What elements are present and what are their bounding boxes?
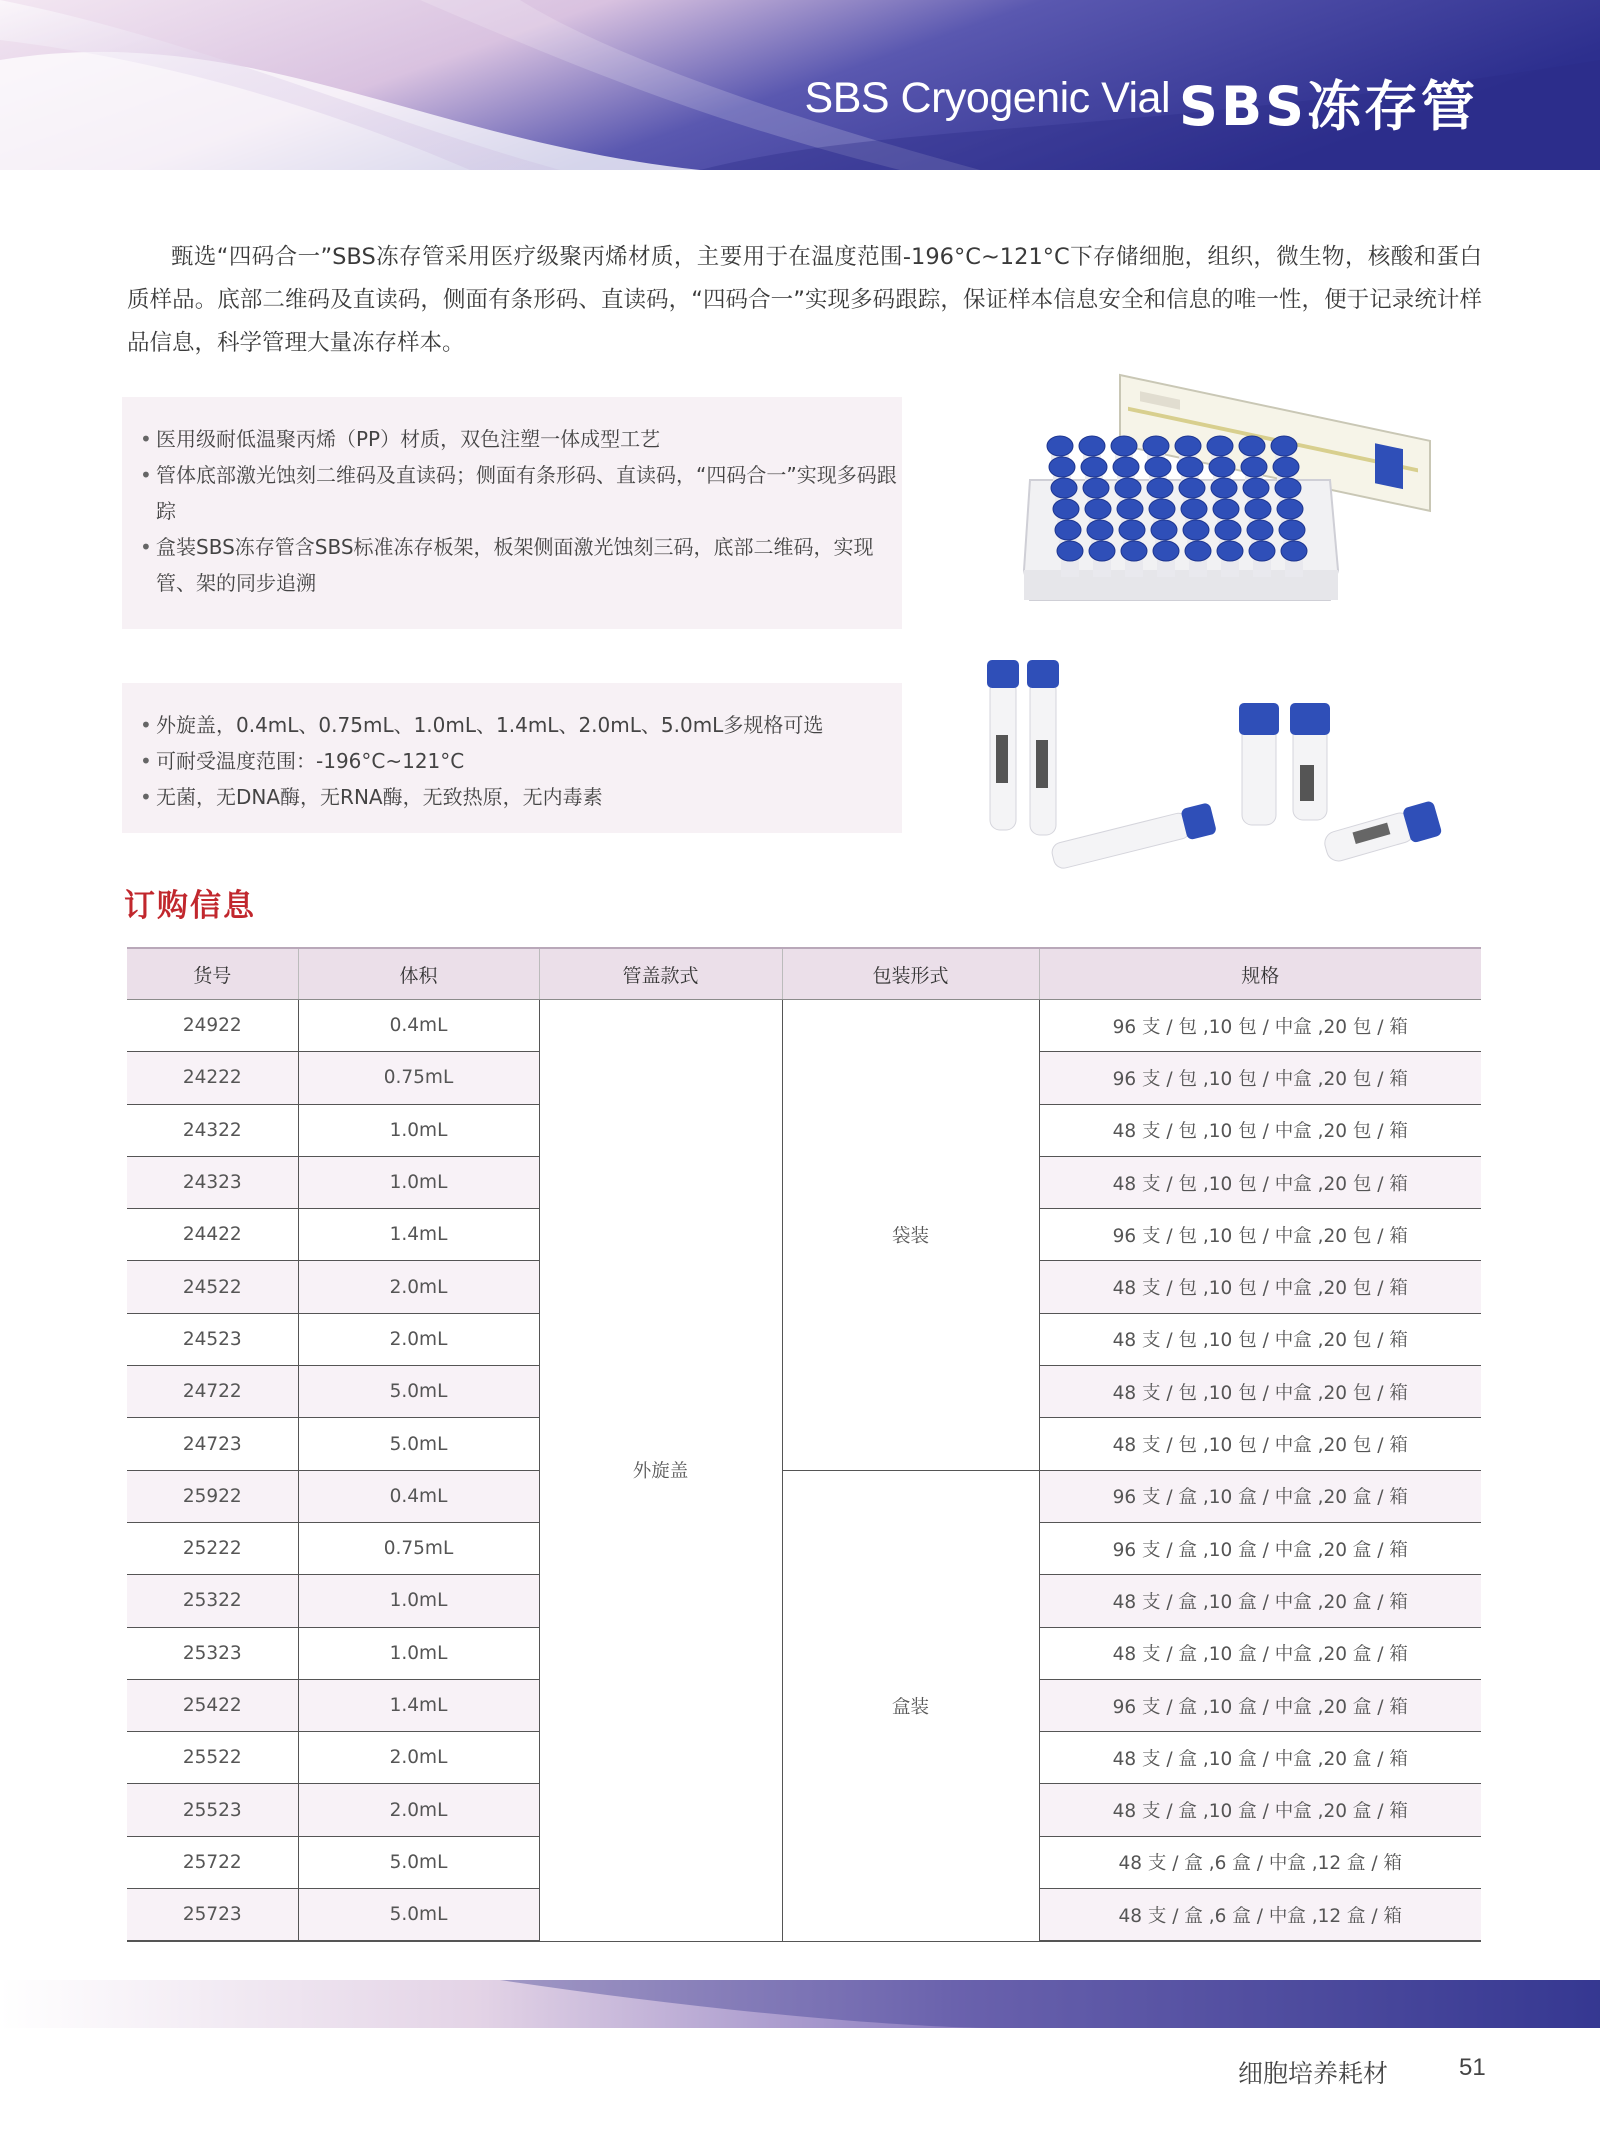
rack-cap <box>1211 478 1237 498</box>
header-cap-style: 管盖款式 <box>539 948 782 1000</box>
cell-volume: 2.0mL <box>298 1313 539 1365</box>
cell-spec: 48 支 / 盒 ,10 盒 / 中盒 ,20 盒 / 箱 <box>1039 1575 1481 1627</box>
cell-volume: 2.0mL <box>298 1261 539 1313</box>
cell-spec: 48 支 / 盒 ,10 盒 / 中盒 ,20 盒 / 箱 <box>1039 1627 1481 1679</box>
rack-cap <box>1215 520 1241 540</box>
rack-cap <box>1113 457 1139 477</box>
table-row <box>127 1000 1481 1052</box>
cell-spec: 96 支 / 包 ,10 包 / 中盒 ,20 包 / 箱 <box>1039 1000 1481 1052</box>
cell-sku: 24323 <box>127 1156 298 1208</box>
cell-spec: 48 支 / 包 ,10 包 / 中盒 ,20 包 / 箱 <box>1039 1261 1481 1313</box>
header-sku: 货号 <box>127 948 298 1000</box>
rack-cap <box>1051 478 1077 498</box>
cell-sku: 24522 <box>127 1261 298 1313</box>
rack-cap <box>1245 499 1271 519</box>
title-chinese: SBS冻存管 <box>1179 75 1478 138</box>
cell-cap-style: 外旋盖 <box>539 1000 782 1942</box>
cell-sku: 25222 <box>127 1522 298 1574</box>
feature-item: • 可耐受温度范围：-196°C~121°C <box>140 743 902 779</box>
rack-cap <box>1279 520 1305 540</box>
rack-cap <box>1175 436 1201 456</box>
cell-volume: 1.0mL <box>298 1575 539 1627</box>
rack-cap <box>1209 457 1235 477</box>
rack-cap <box>1177 457 1203 477</box>
rack-cap <box>1049 457 1075 477</box>
header-volume: 体积 <box>298 948 539 1000</box>
rack-cap <box>1249 541 1275 561</box>
cell-spec: 48 支 / 包 ,10 包 / 中盒 ,20 包 / 箱 <box>1039 1104 1481 1156</box>
cell-sku: 24922 <box>127 1000 298 1052</box>
cell-sku: 24222 <box>127 1052 298 1104</box>
cell-volume: 0.4mL <box>298 1000 539 1052</box>
footer-band <box>0 1980 1600 2028</box>
cell-volume: 1.4mL <box>298 1209 539 1261</box>
rack-cap <box>1213 499 1239 519</box>
rack-cap <box>1277 499 1303 519</box>
cell-sku: 25522 <box>127 1732 298 1784</box>
rack-cap <box>1143 436 1169 456</box>
feature-item: • 医用级耐低温聚丙烯（PP）材质，双色注塑一体成型工艺 <box>140 421 902 457</box>
rack-cap <box>1081 457 1107 477</box>
rack-cap <box>1149 499 1175 519</box>
cell-packaging-box: 盒装 <box>782 1470 1039 1941</box>
cell-sku: 25323 <box>127 1627 298 1679</box>
cell-sku: 24722 <box>127 1366 298 1418</box>
rack-cap <box>1183 520 1209 540</box>
rack-cap <box>1151 520 1177 540</box>
table-row <box>127 1470 1481 1522</box>
cell-spec: 96 支 / 盒 ,10 盒 / 中盒 ,20 盒 / 箱 <box>1039 1470 1481 1522</box>
cell-spec: 48 支 / 盒 ,6 盒 / 中盒 ,12 盒 / 箱 <box>1039 1889 1481 1942</box>
cell-spec: 48 支 / 包 ,10 包 / 中盒 ,20 包 / 箱 <box>1039 1313 1481 1365</box>
rack-product-image <box>1020 370 1440 620</box>
rack-cap <box>1239 436 1265 456</box>
cell-volume: 5.0mL <box>298 1836 539 1888</box>
order-table <box>127 947 1481 1942</box>
rack-cap <box>1119 520 1145 540</box>
feature-box-2 <box>122 683 902 833</box>
rack-cap <box>1243 478 1269 498</box>
rack-cap <box>1275 478 1301 498</box>
page-number: 51 <box>1459 2054 1486 2081</box>
cell-spec: 48 支 / 包 ,10 包 / 中盒 ,20 包 / 箱 <box>1039 1156 1481 1208</box>
rack-cap <box>1185 541 1211 561</box>
cell-sku: 24523 <box>127 1313 298 1365</box>
rack-cap <box>1057 541 1083 561</box>
cell-sku: 25722 <box>127 1836 298 1888</box>
table-body <box>127 1000 1481 1942</box>
cell-spec: 48 支 / 盒 ,10 盒 / 中盒 ,20 盒 / 箱 <box>1039 1784 1481 1836</box>
rack-cap <box>1181 499 1207 519</box>
rack-cap <box>1085 499 1111 519</box>
cell-volume: 0.4mL <box>298 1470 539 1522</box>
cell-volume: 1.0mL <box>298 1627 539 1679</box>
rack-cap <box>1241 457 1267 477</box>
vials-product-image <box>980 660 1450 870</box>
order-section-title: 订购信息 <box>124 888 256 924</box>
rack-cap <box>1079 436 1105 456</box>
rack-cap <box>1271 436 1297 456</box>
rack-cap <box>1247 520 1273 540</box>
rack-cap <box>1083 478 1109 498</box>
cell-packaging-bag: 袋装 <box>782 1000 1039 1471</box>
header-spec: 规格 <box>1039 948 1481 1000</box>
rack-cap <box>1121 541 1147 561</box>
rack-cap <box>1111 436 1137 456</box>
rack-cap <box>1153 541 1179 561</box>
rack-cap <box>1217 541 1243 561</box>
cell-sku: 25422 <box>127 1679 298 1731</box>
cell-spec: 48 支 / 盒 ,6 盒 / 中盒 ,12 盒 / 箱 <box>1039 1836 1481 1888</box>
cell-sku: 25723 <box>127 1889 298 1942</box>
cell-volume: 5.0mL <box>298 1366 539 1418</box>
rack-cap <box>1089 541 1115 561</box>
header-packaging: 包装形式 <box>782 948 1039 1000</box>
rack-cap <box>1145 457 1171 477</box>
rack-cap <box>1087 520 1113 540</box>
cell-volume: 2.0mL <box>298 1784 539 1836</box>
cell-volume: 1.4mL <box>298 1679 539 1731</box>
cell-volume: 1.0mL <box>298 1104 539 1156</box>
cell-spec: 96 支 / 盒 ,10 盒 / 中盒 ,20 盒 / 箱 <box>1039 1679 1481 1731</box>
title-english: SBS Cryogenic Vial <box>804 74 1170 122</box>
cell-volume: 5.0mL <box>298 1889 539 1942</box>
cell-sku: 24422 <box>127 1209 298 1261</box>
cell-spec: 96 支 / 包 ,10 包 / 中盒 ,20 包 / 箱 <box>1039 1209 1481 1261</box>
rack-cap <box>1207 436 1233 456</box>
cell-volume: 0.75mL <box>298 1522 539 1574</box>
rack-cap <box>1117 499 1143 519</box>
rack-cap <box>1053 499 1079 519</box>
cell-volume: 0.75mL <box>298 1052 539 1104</box>
feature-box-1 <box>122 397 902 629</box>
cell-volume: 5.0mL <box>298 1418 539 1470</box>
cell-sku: 24723 <box>127 1418 298 1470</box>
cell-sku: 25523 <box>127 1784 298 1836</box>
cell-spec: 96 支 / 包 ,10 包 / 中盒 ,20 包 / 箱 <box>1039 1052 1481 1104</box>
feature-item: • 盒装SBS冻存管含SBS标准冻存板架，板架侧面激光蚀刻三码，底部二维码，实现管、架的同步追溯 <box>140 529 902 601</box>
cell-spec: 48 支 / 包 ,10 包 / 中盒 ,20 包 / 箱 <box>1039 1418 1481 1470</box>
cell-spec: 48 支 / 包 ,10 包 / 中盒 ,20 包 / 箱 <box>1039 1366 1481 1418</box>
feature-item: • 管体底部激光蚀刻二维码及直读码；侧面有条形码、直读码，“四码合一”实现多码跟踪 <box>140 457 902 529</box>
feature-item: • 外旋盖，0.4mL、0.75mL、1.0mL、1.4mL、2.0mL、5.0mL多规格可选 <box>140 707 902 743</box>
cell-sku: 25322 <box>127 1575 298 1627</box>
cell-volume: 1.0mL <box>298 1156 539 1208</box>
rack-cap <box>1115 478 1141 498</box>
cell-sku: 25922 <box>127 1470 298 1522</box>
rack-cap <box>1179 478 1205 498</box>
rack-cap <box>1055 520 1081 540</box>
header-banner <box>0 0 1600 170</box>
cell-sku: 24322 <box>127 1104 298 1156</box>
cell-spec: 96 支 / 盒 ,10 盒 / 中盒 ,20 盒 / 箱 <box>1039 1522 1481 1574</box>
rack-cap <box>1047 436 1073 456</box>
rack-cap <box>1273 457 1299 477</box>
rack-cap <box>1281 541 1307 561</box>
table-header-row <box>127 948 1481 1000</box>
rack-cap <box>1147 478 1173 498</box>
cell-spec: 48 支 / 盒 ,10 盒 / 中盒 ,20 盒 / 箱 <box>1039 1732 1481 1784</box>
feature-item: • 无菌，无DNA酶，无RNA酶，无致热原，无内毒素 <box>140 779 902 815</box>
intro-paragraph: 甄选“四码合一”SBS冻存管采用医疗级聚丙烯材质，主要用于在温度范围-196°C~121°C下存储细胞，组织，微生物，核酸和蛋白质样品。底部二维码及直读码，侧面有条形码、直读码，“四码合一”实现多码跟踪，保证样本信息安全和信息的唯一性，便于记录统计样品信息，科学管理大量冻存样本。 <box>127 244 1482 356</box>
cell-volume: 2.0mL <box>298 1732 539 1784</box>
footer-section-label: 细胞培养耗材 <box>1238 2059 1389 2088</box>
